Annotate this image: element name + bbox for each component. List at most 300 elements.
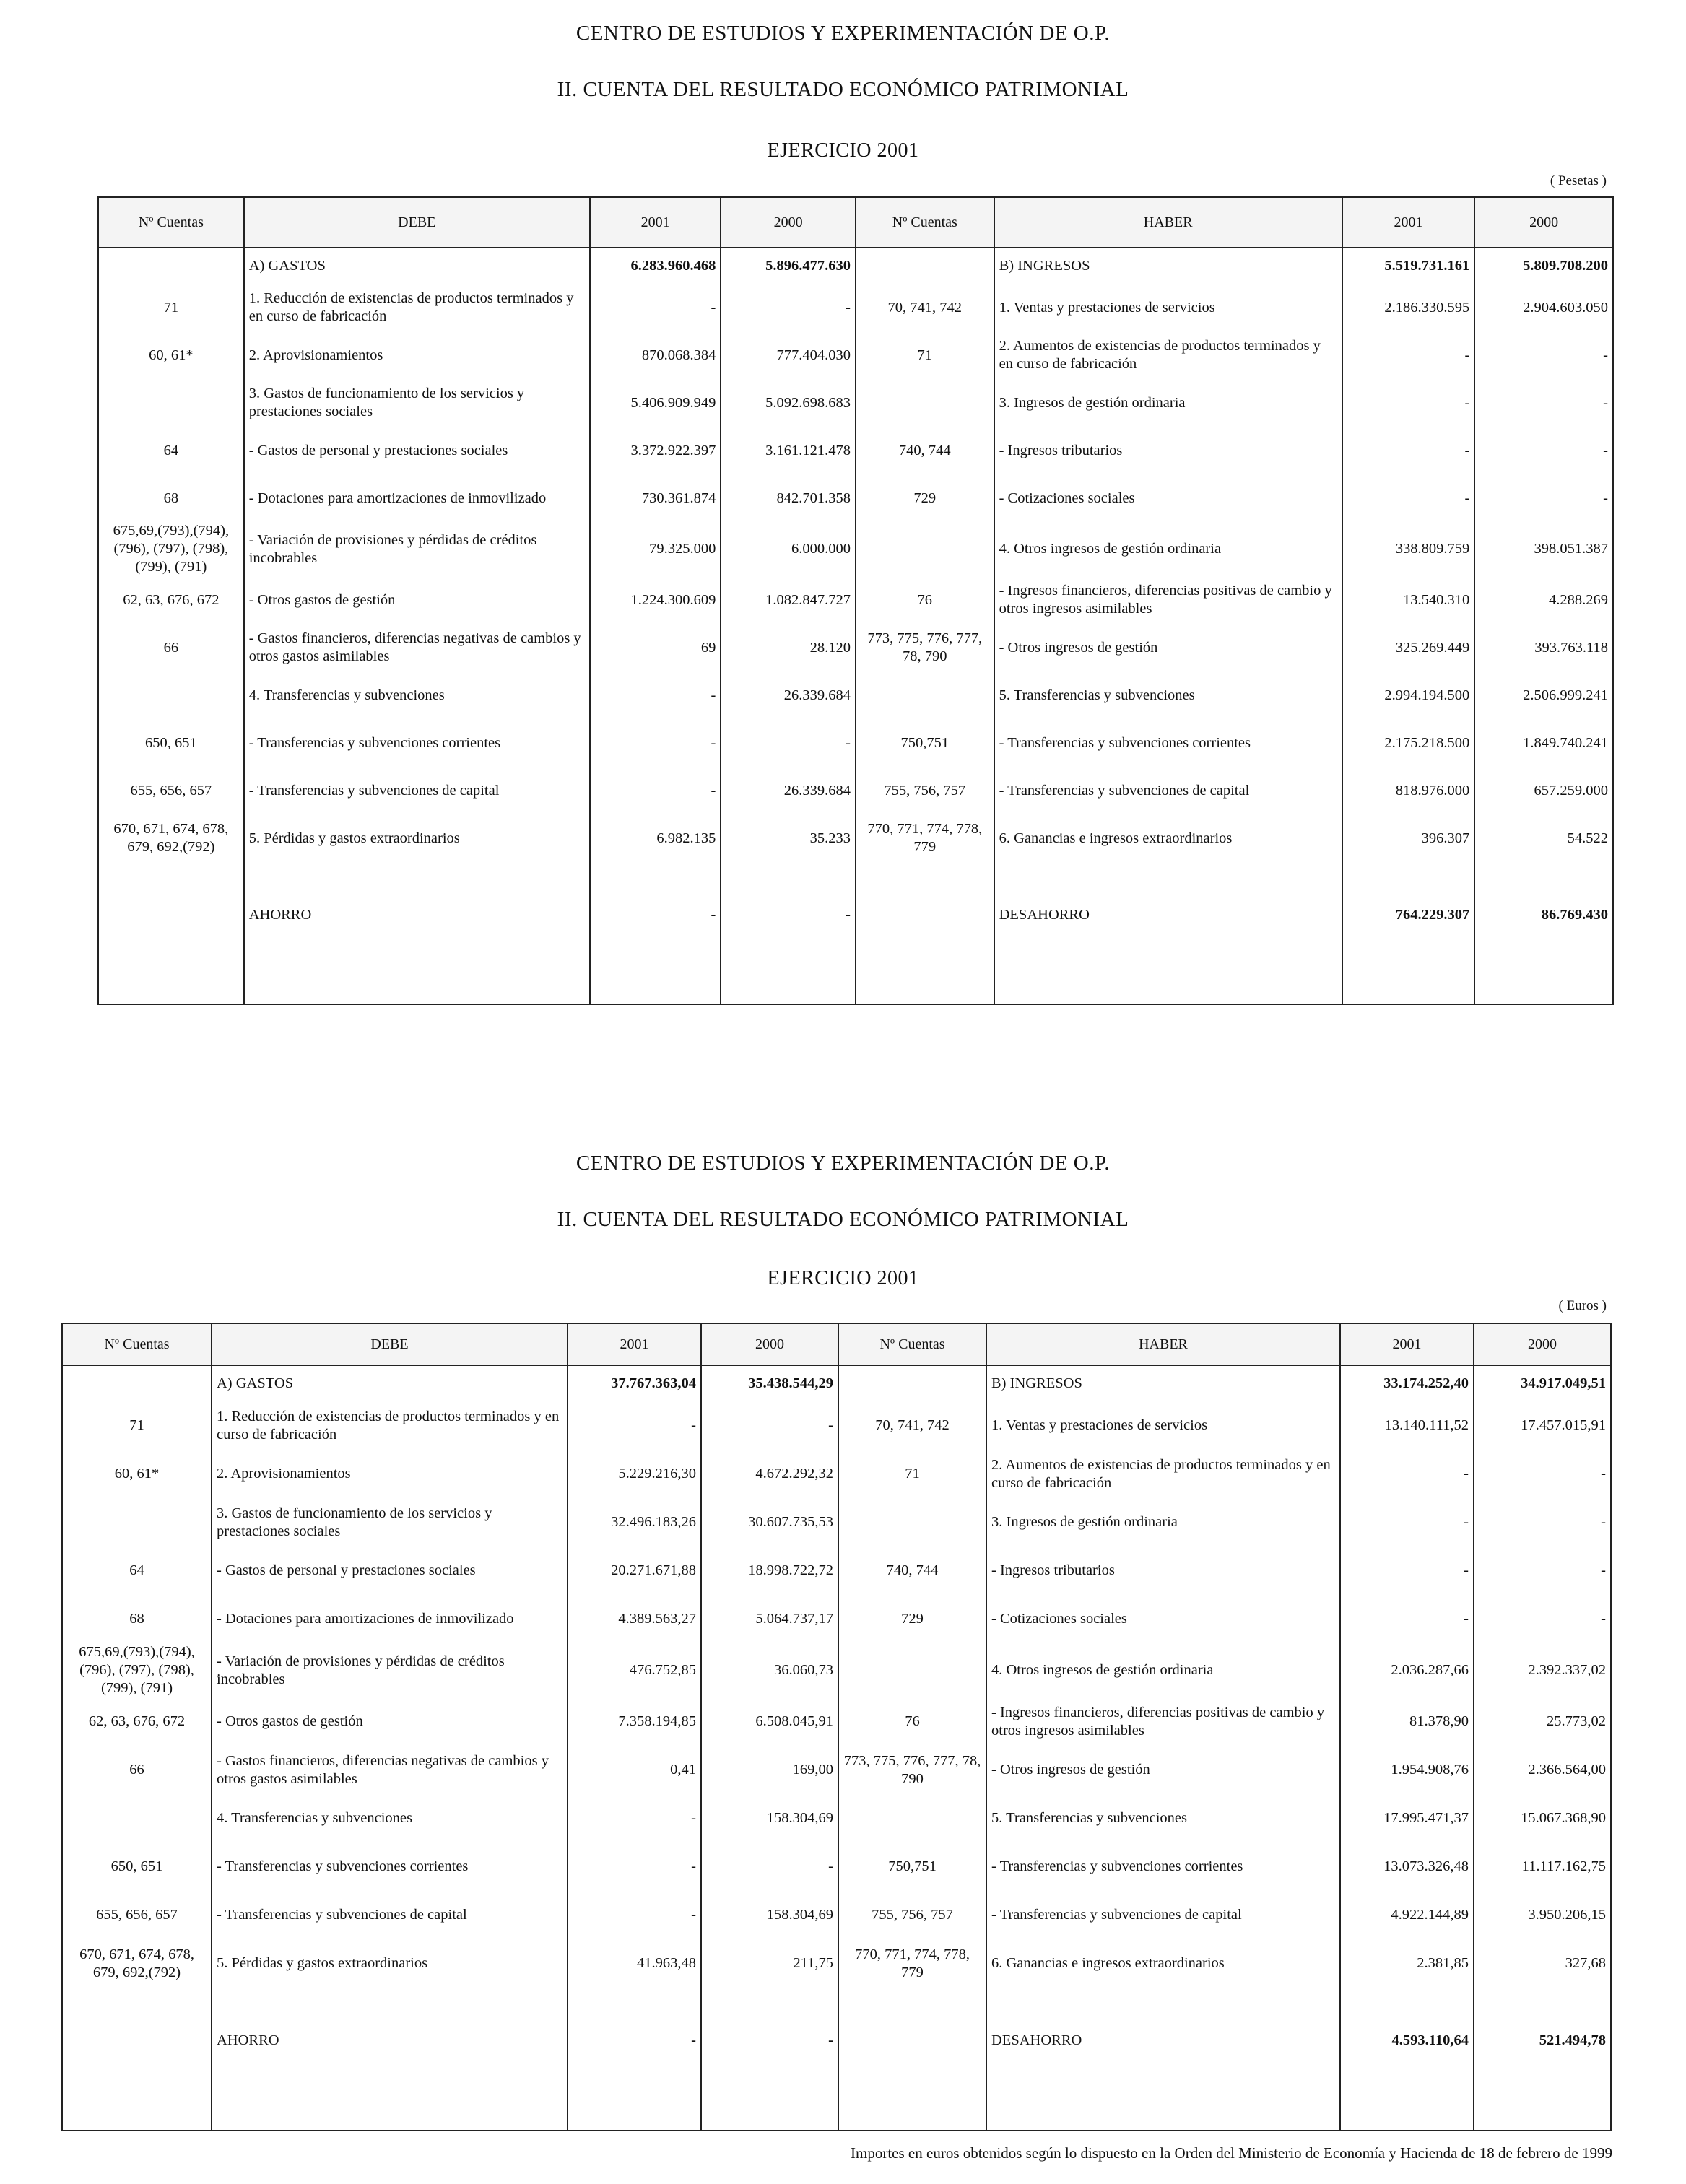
- credit-2001: 33.174.252,40: [1340, 1365, 1474, 1401]
- debit-2001: 6.283.960.468: [590, 248, 721, 284]
- table-row: [62, 1697, 1611, 1746]
- account-cell: 670, 671, 674, 678, 679, 692,(792): [62, 1939, 212, 1988]
- debit-2000: 158.304,69: [701, 1891, 838, 1939]
- empty-cell: [244, 939, 590, 1004]
- credit-2000: 521.494,78: [1474, 2016, 1611, 2065]
- table-row: [98, 814, 1613, 862]
- empty-cell: [1342, 939, 1475, 1004]
- credit-2001: 818.976.000: [1342, 767, 1475, 814]
- credit-2001: 4.922.144,89: [1340, 1891, 1474, 1939]
- account-cell: 755, 756, 757: [856, 767, 994, 814]
- account-cell: [98, 891, 244, 939]
- debit-2000: -: [721, 284, 856, 331]
- account-cell: 76: [856, 576, 994, 624]
- account-cell: 655, 656, 657: [98, 767, 244, 814]
- debit-concept: 5. Pérdidas y gastos extraordinarios: [212, 1939, 568, 1988]
- account-cell: [856, 671, 994, 719]
- debit-2000: 18.998.722,72: [701, 1546, 838, 1595]
- account-cell: 64: [62, 1546, 212, 1595]
- credit-concept: - Ingresos tributarios: [986, 1546, 1340, 1595]
- credit-2001: 81.378,90: [1340, 1697, 1474, 1746]
- exercise-title: EJERCICIO 2001: [767, 1267, 919, 1289]
- report-title: II. CUENTA DEL RESULTADO ECONÓMICO PATRIMONIAL: [557, 1208, 1129, 1231]
- table-row: [62, 1401, 1611, 1450]
- credit-concept: - Cotizaciones sociales: [986, 1595, 1340, 1643]
- empty-cell: [721, 862, 856, 891]
- credit-2000: -: [1474, 1498, 1611, 1546]
- credit-2000: 15.067.368,90: [1474, 1794, 1611, 1843]
- exercise-title: EJERCICIO 2001: [767, 139, 919, 162]
- debit-2001: 5.406.909.949: [590, 379, 721, 427]
- account-cell: 750,751: [856, 719, 994, 767]
- credit-2001: 13.073.326,48: [1340, 1843, 1474, 1891]
- account-cell: [98, 248, 244, 284]
- debit-2001: -: [590, 284, 721, 331]
- credit-2000: 2.392.337,02: [1474, 1643, 1611, 1697]
- credit-2001: -: [1340, 1450, 1474, 1498]
- credit-2000: 2.506.999.241: [1474, 671, 1613, 719]
- debit-2000: 35.438.544,29: [701, 1365, 838, 1401]
- account-cell: 76: [838, 1697, 986, 1746]
- table-row: [98, 671, 1613, 719]
- table-row: [98, 474, 1613, 522]
- table-row: [62, 1450, 1611, 1498]
- table-row: [98, 379, 1613, 427]
- empty-cell: [212, 2065, 568, 2131]
- debit-concept: 2. Aprovisionamientos: [244, 331, 590, 379]
- credit-2000: 3.950.206,15: [1474, 1891, 1611, 1939]
- account-cell: [856, 522, 994, 576]
- debit-2001: 32.496.183,26: [568, 1498, 701, 1546]
- debit-2001: -: [568, 1891, 701, 1939]
- footnote: Importes en euros obtenidos según lo dispuesto en la Orden del Ministerio de Economía y Hacienda de 18 de febrero de 1999: [851, 2144, 1612, 2162]
- debit-2000: 5.092.698.683: [721, 379, 856, 427]
- account-cell: 655, 656, 657: [62, 1891, 212, 1939]
- org-title: CENTRO DE ESTUDIOS Y EXPERIMENTACIÓN DE O.P.: [575, 22, 1111, 45]
- debit-concept: - Transferencias y subvenciones corrientes: [244, 719, 590, 767]
- credit-2001: -: [1340, 1498, 1474, 1546]
- debit-concept: 5. Pérdidas y gastos extraordinarios: [244, 814, 590, 862]
- debit-2000: 5.896.477.630: [721, 248, 856, 284]
- account-cell: 62, 63, 676, 672: [98, 576, 244, 624]
- account-cell: 68: [98, 474, 244, 522]
- credit-2001: -: [1342, 331, 1475, 379]
- empty-cell: [1474, 1988, 1611, 2016]
- debit-2000: 4.672.292,32: [701, 1450, 838, 1498]
- account-cell: 70, 741, 742: [856, 284, 994, 331]
- empty-cell: [62, 2065, 212, 2131]
- account-cell: [62, 1365, 212, 1401]
- col-header: Nº Cuentas: [98, 197, 244, 248]
- account-cell: [62, 1794, 212, 1843]
- credit-concept: 2. Aumentos de existencias de productos terminados y en curso de fabricación: [994, 331, 1342, 379]
- account-cell: 66: [62, 1746, 212, 1794]
- account-cell: [838, 1365, 986, 1401]
- debit-concept: - Dotaciones para amortizaciones de inmovilizado: [244, 474, 590, 522]
- credit-concept: 6. Ganancias e ingresos extraordinarios: [994, 814, 1342, 862]
- debit-2000: 6.000.000: [721, 522, 856, 576]
- account-cell: 729: [856, 474, 994, 522]
- debit-2001: 69: [590, 624, 721, 671]
- col-header: DEBE: [244, 197, 590, 248]
- empty-cell: [994, 862, 1342, 891]
- credit-concept: 2. Aumentos de existencias de productos terminados y en curso de fabricación: [986, 1450, 1340, 1498]
- account-cell: 729: [838, 1595, 986, 1643]
- credit-2001: 2.381,85: [1340, 1939, 1474, 1988]
- credit-2000: -: [1474, 331, 1613, 379]
- credit-concept: 5. Transferencias y subvenciones: [986, 1794, 1340, 1843]
- pesetas-table: [97, 196, 1614, 1005]
- empty-cell: [701, 1988, 838, 2016]
- account-cell: 770, 771, 774, 778, 779: [856, 814, 994, 862]
- table-row: [62, 1365, 1611, 1401]
- col-header: HABER: [986, 1323, 1340, 1365]
- euros-table: [61, 1323, 1612, 2131]
- account-cell: 68: [62, 1595, 212, 1643]
- table-row: [62, 1595, 1611, 1643]
- table-row: [62, 1746, 1611, 1794]
- credit-concept: 6. Ganancias e ingresos extraordinarios: [986, 1939, 1340, 1988]
- credit-concept: DESAHORRO: [994, 891, 1342, 939]
- debit-concept: 2. Aprovisionamientos: [212, 1450, 568, 1498]
- debit-concept: - Variación de provisiones y pérdidas de créditos incobrables: [244, 522, 590, 576]
- col-header: 2000: [701, 1323, 838, 1365]
- debit-2001: -: [590, 671, 721, 719]
- credit-2001: 2.175.218.500: [1342, 719, 1475, 767]
- credit-2000: -: [1474, 1450, 1611, 1498]
- debit-2000: 3.161.121.478: [721, 427, 856, 474]
- debit-concept: - Transferencias y subvenciones de capital: [244, 767, 590, 814]
- debit-2001: -: [568, 1843, 701, 1891]
- account-cell: 60, 61*: [62, 1450, 212, 1498]
- debit-2001: -: [590, 719, 721, 767]
- empty-cell: [986, 2065, 1340, 2131]
- credit-concept: 5. Transferencias y subvenciones: [994, 671, 1342, 719]
- debit-concept: - Gastos de personal y prestaciones sociales: [212, 1546, 568, 1595]
- credit-2001: 13.540.310: [1342, 576, 1475, 624]
- empty-cell: [1474, 2065, 1611, 2131]
- account-cell: 670, 671, 674, 678, 679, 692,(792): [98, 814, 244, 862]
- debit-2001: -: [568, 1794, 701, 1843]
- debit-2001: 79.325.000: [590, 522, 721, 576]
- account-cell: 755, 756, 757: [838, 1891, 986, 1939]
- debit-2001: 6.982.135: [590, 814, 721, 862]
- table-row: [98, 248, 1613, 284]
- credit-2000: -: [1474, 427, 1613, 474]
- debit-2000: 842.701.358: [721, 474, 856, 522]
- debit-concept: - Otros gastos de gestión: [212, 1697, 568, 1746]
- credit-2000: -: [1474, 1546, 1611, 1595]
- credit-2001: -: [1342, 474, 1475, 522]
- account-cell: 66: [98, 624, 244, 671]
- account-cell: 773, 775, 776, 777, 78, 790: [838, 1746, 986, 1794]
- spacer-row: [98, 862, 1613, 891]
- debit-2000: 169,00: [701, 1746, 838, 1794]
- account-cell: 773, 775, 776, 777, 78, 790: [856, 624, 994, 671]
- credit-2000: -: [1474, 474, 1613, 522]
- debit-2001: 20.271.671,88: [568, 1546, 701, 1595]
- debit-concept: 3. Gastos de funcionamiento de los servicios y prestaciones sociales: [212, 1498, 568, 1546]
- account-cell: 70, 741, 742: [838, 1401, 986, 1450]
- debit-concept: - Dotaciones para amortizaciones de inmovilizado: [212, 1595, 568, 1643]
- account-cell: 650, 651: [62, 1843, 212, 1891]
- credit-concept: B) INGRESOS: [994, 248, 1342, 284]
- debit-2000: 777.404.030: [721, 331, 856, 379]
- debit-concept: AHORRO: [244, 891, 590, 939]
- debit-concept: 3. Gastos de funcionamiento de los servicios y prestaciones sociales: [244, 379, 590, 427]
- currency-unit: ( Euros ): [1558, 1298, 1607, 1313]
- table-row: [62, 1643, 1611, 1697]
- debit-concept: - Variación de provisiones y pérdidas de créditos incobrables: [212, 1643, 568, 1697]
- account-cell: [838, 1498, 986, 1546]
- credit-2000: 86.769.430: [1474, 891, 1613, 939]
- credit-2000: 4.288.269: [1474, 576, 1613, 624]
- credit-2001: 2.994.194.500: [1342, 671, 1475, 719]
- org-title: CENTRO DE ESTUDIOS Y EXPERIMENTACIÓN DE O.P.: [575, 1152, 1111, 1175]
- debit-2001: 0,41: [568, 1746, 701, 1794]
- empty-cell: [590, 939, 721, 1004]
- col-header: 2001: [1340, 1323, 1474, 1365]
- empty-cell: [212, 1988, 568, 2016]
- table-row: [98, 719, 1613, 767]
- debit-2000: 35.233: [721, 814, 856, 862]
- table-row: [98, 522, 1613, 576]
- debit-concept: - Otros gastos de gestión: [244, 576, 590, 624]
- credit-2001: 17.995.471,37: [1340, 1794, 1474, 1843]
- empty-cell: [838, 1988, 986, 2016]
- debit-2000: -: [701, 2016, 838, 2065]
- table-row: [98, 427, 1613, 474]
- col-header: Nº Cuentas: [62, 1323, 212, 1365]
- credit-concept: 3. Ingresos de gestión ordinaria: [994, 379, 1342, 427]
- col-header: Nº Cuentas: [838, 1323, 986, 1365]
- credit-2001: 4.593.110,64: [1340, 2016, 1474, 2065]
- empty-cell: [856, 939, 994, 1004]
- credit-concept: - Cotizaciones sociales: [994, 474, 1342, 522]
- account-cell: 71: [838, 1450, 986, 1498]
- trailing-row: [98, 939, 1613, 1004]
- account-cell: [838, 2016, 986, 2065]
- credit-2001: 396.307: [1342, 814, 1475, 862]
- account-cell: [856, 891, 994, 939]
- empty-cell: [590, 862, 721, 891]
- credit-2001: 325.269.449: [1342, 624, 1475, 671]
- credit-concept: - Ingresos financieros, diferencias positivas de cambio y otros ingresos asimilables: [986, 1697, 1340, 1746]
- account-cell: 60, 61*: [98, 331, 244, 379]
- credit-2000: 34.917.049,51: [1474, 1365, 1611, 1401]
- account-cell: [856, 379, 994, 427]
- debit-concept: - Transferencias y subvenciones de capital: [212, 1891, 568, 1939]
- euros-statement: [0, 1126, 1686, 2184]
- col-header: 2000: [1474, 1323, 1611, 1365]
- credit-concept: - Otros ingresos de gestión: [994, 624, 1342, 671]
- debit-2000: 5.064.737,17: [701, 1595, 838, 1643]
- account-cell: 62, 63, 676, 672: [62, 1697, 212, 1746]
- credit-concept: 1. Ventas y prestaciones de servicios: [994, 284, 1342, 331]
- debit-concept: - Gastos financieros, diferencias negativas de cambios y otros gastos asimilables: [212, 1746, 568, 1794]
- debit-2001: 870.068.384: [590, 331, 721, 379]
- empty-cell: [721, 939, 856, 1004]
- currency-unit: ( Pesetas ): [1550, 173, 1607, 188]
- debit-2000: 36.060,73: [701, 1643, 838, 1697]
- debit-2000: 211,75: [701, 1939, 838, 1988]
- credit-concept: 4. Otros ingresos de gestión ordinaria: [994, 522, 1342, 576]
- account-cell: 675,69,(793),(794), (796), (797), (798), (799), (791): [62, 1643, 212, 1697]
- credit-2000: 1.849.740.241: [1474, 719, 1613, 767]
- empty-cell: [568, 1988, 701, 2016]
- debit-2000: -: [701, 1401, 838, 1450]
- debit-concept: - Transferencias y subvenciones corrientes: [212, 1843, 568, 1891]
- empty-cell: [986, 1988, 1340, 2016]
- report-title: II. CUENTA DEL RESULTADO ECONÓMICO PATRIMONIAL: [557, 78, 1129, 101]
- account-cell: 750,751: [838, 1843, 986, 1891]
- pesetas-statement: [0, 0, 1686, 1040]
- table-row: [62, 1891, 1611, 1939]
- empty-cell: [1340, 1988, 1474, 2016]
- table-row: [62, 2016, 1611, 2065]
- empty-cell: [1474, 939, 1613, 1004]
- credit-concept: 4. Otros ingresos de gestión ordinaria: [986, 1643, 1340, 1697]
- account-cell: 740, 744: [856, 427, 994, 474]
- col-header: 2000: [1474, 197, 1613, 248]
- account-cell: [98, 671, 244, 719]
- col-header: Nº Cuentas: [856, 197, 994, 248]
- empty-cell: [701, 2065, 838, 2131]
- spacer-row: [62, 1988, 1611, 2016]
- credit-2000: 54.522: [1474, 814, 1613, 862]
- credit-2000: 25.773,02: [1474, 1697, 1611, 1746]
- account-cell: [838, 1794, 986, 1843]
- debit-2001: 7.358.194,85: [568, 1697, 701, 1746]
- debit-2000: 28.120: [721, 624, 856, 671]
- credit-2001: -: [1340, 1595, 1474, 1643]
- empty-cell: [1342, 862, 1475, 891]
- credit-2001: -: [1340, 1546, 1474, 1595]
- table-row: [98, 891, 1613, 939]
- credit-2000: 393.763.118: [1474, 624, 1613, 671]
- credit-2000: 2.904.603.050: [1474, 284, 1613, 331]
- account-cell: [62, 1498, 212, 1546]
- table-row: [98, 767, 1613, 814]
- debit-2000: -: [721, 719, 856, 767]
- account-cell: [98, 379, 244, 427]
- credit-concept: - Transferencias y subvenciones de capital: [994, 767, 1342, 814]
- debit-2001: -: [590, 767, 721, 814]
- account-cell: 71: [98, 284, 244, 331]
- col-header: 2001: [568, 1323, 701, 1365]
- credit-concept: - Transferencias y subvenciones de capital: [986, 1891, 1340, 1939]
- table-row: [98, 624, 1613, 671]
- table-row: [62, 1939, 1611, 1988]
- account-cell: [856, 248, 994, 284]
- debit-2001: 476.752,85: [568, 1643, 701, 1697]
- credit-2000: 657.259.000: [1474, 767, 1613, 814]
- trailing-row: [62, 2065, 1611, 2131]
- col-header: HABER: [994, 197, 1342, 248]
- credit-2001: 2.186.330.595: [1342, 284, 1475, 331]
- debit-2001: 5.229.216,30: [568, 1450, 701, 1498]
- credit-2001: 338.809.759: [1342, 522, 1475, 576]
- account-cell: [838, 1643, 986, 1697]
- debit-2001: 1.224.300.609: [590, 576, 721, 624]
- debit-concept: - Gastos de personal y prestaciones sociales: [244, 427, 590, 474]
- col-header: 2000: [721, 197, 856, 248]
- credit-2000: -: [1474, 379, 1613, 427]
- credit-concept: B) INGRESOS: [986, 1365, 1340, 1401]
- debit-2001: 730.361.874: [590, 474, 721, 522]
- credit-2000: 11.117.162,75: [1474, 1843, 1611, 1891]
- empty-cell: [98, 862, 244, 891]
- table-row: [62, 1498, 1611, 1546]
- credit-2001: 5.519.731.161: [1342, 248, 1475, 284]
- debit-concept: A) GASTOS: [244, 248, 590, 284]
- credit-2001: 764.229.307: [1342, 891, 1475, 939]
- credit-2001: 1.954.908,76: [1340, 1746, 1474, 1794]
- empty-cell: [856, 862, 994, 891]
- debit-2001: 3.372.922.397: [590, 427, 721, 474]
- empty-cell: [62, 1988, 212, 2016]
- credit-2000: 5.809.708.200: [1474, 248, 1613, 284]
- credit-2000: 398.051.387: [1474, 522, 1613, 576]
- account-cell: 71: [62, 1401, 212, 1450]
- table-row: [62, 1546, 1611, 1595]
- empty-cell: [98, 939, 244, 1004]
- account-cell: 740, 744: [838, 1546, 986, 1595]
- debit-concept: 1. Reducción de existencias de productos terminados y en curso de fabricación: [212, 1401, 568, 1450]
- credit-2000: -: [1474, 1595, 1611, 1643]
- credit-2001: -: [1342, 427, 1475, 474]
- debit-concept: 4. Transferencias y subvenciones: [212, 1794, 568, 1843]
- table-body: [98, 248, 1613, 1004]
- account-cell: [62, 2016, 212, 2065]
- credit-concept: 1. Ventas y prestaciones de servicios: [986, 1401, 1340, 1450]
- empty-cell: [994, 939, 1342, 1004]
- account-cell: 770, 771, 774, 778, 779: [838, 1939, 986, 1988]
- debit-2000: -: [721, 891, 856, 939]
- credit-2001: -: [1342, 379, 1475, 427]
- empty-cell: [1474, 862, 1613, 891]
- credit-concept: - Transferencias y subvenciones corrientes: [994, 719, 1342, 767]
- debit-2001: -: [568, 1401, 701, 1450]
- account-cell: 675,69,(793),(794), (796), (797), (798), (799), (791): [98, 522, 244, 576]
- credit-concept: - Otros ingresos de gestión: [986, 1746, 1340, 1794]
- empty-cell: [568, 2065, 701, 2131]
- credit-concept: - Transferencias y subvenciones corrientes: [986, 1843, 1340, 1891]
- debit-2001: -: [590, 891, 721, 939]
- account-cell: 71: [856, 331, 994, 379]
- empty-cell: [838, 2065, 986, 2131]
- debit-concept: 1. Reducción de existencias de productos terminados y en curso de fabricación: [244, 284, 590, 331]
- table-row: [98, 576, 1613, 624]
- col-header: 2001: [1342, 197, 1475, 248]
- table-row: [62, 1794, 1611, 1843]
- col-header: 2001: [590, 197, 721, 248]
- col-header: DEBE: [212, 1323, 568, 1365]
- debit-2001: 37.767.363,04: [568, 1365, 701, 1401]
- credit-2001: 2.036.287,66: [1340, 1643, 1474, 1697]
- debit-2000: 158.304,69: [701, 1794, 838, 1843]
- debit-2000: 26.339.684: [721, 767, 856, 814]
- debit-2000: 1.082.847.727: [721, 576, 856, 624]
- credit-2001: 13.140.111,52: [1340, 1401, 1474, 1450]
- debit-2000: -: [701, 1843, 838, 1891]
- credit-concept: DESAHORRO: [986, 2016, 1340, 2065]
- credit-concept: - Ingresos tributarios: [994, 427, 1342, 474]
- credit-2000: 327,68: [1474, 1939, 1611, 1988]
- debit-concept: 4. Transferencias y subvenciones: [244, 671, 590, 719]
- empty-cell: [1340, 2065, 1474, 2131]
- debit-concept: A) GASTOS: [212, 1365, 568, 1401]
